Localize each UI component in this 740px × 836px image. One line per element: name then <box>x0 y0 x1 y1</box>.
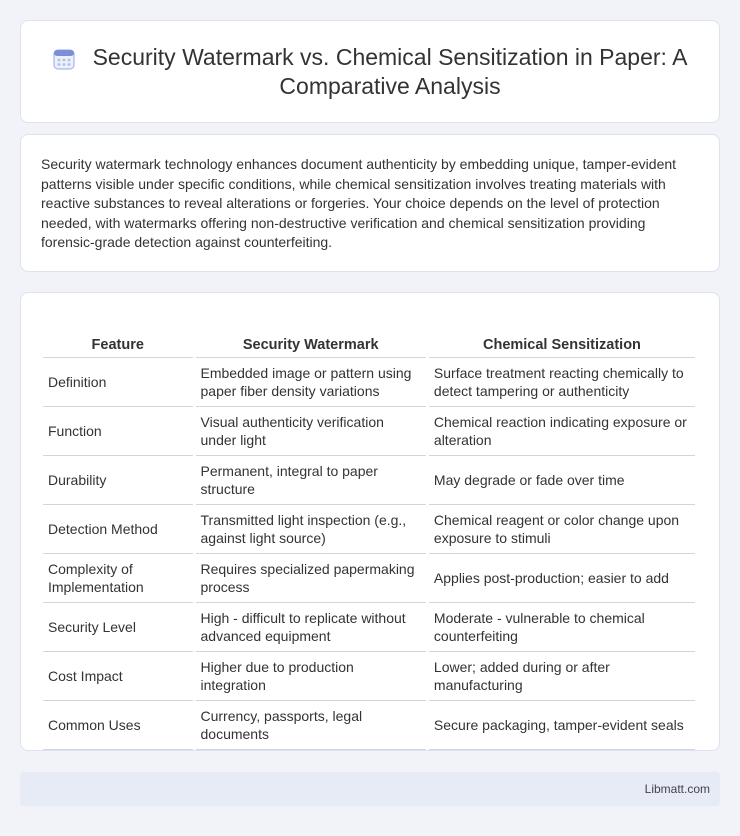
title-card <box>20 20 720 123</box>
table-row <box>43 603 695 652</box>
row-feature-cell: Cost Impact <box>43 652 193 701</box>
row-chemical-cell: Moderate - vulnerable to chemical counterfeiting <box>429 603 695 652</box>
table-row <box>43 701 695 750</box>
row-chemical-cell: Chemical reagent or color change upon exposure to stimuli <box>429 505 695 554</box>
row-watermark-cell: Currency, passports, legal documents <box>196 701 426 750</box>
row-watermark-cell: Requires specialized papermaking process <box>196 554 426 603</box>
page-title: Security Watermark vs. Chemical Sensitization in Paper: A Comparative Analysis <box>92 43 688 99</box>
row-feature-cell: Detection Method <box>43 505 193 554</box>
row-chemical-cell: Applies post-production; easier to add <box>429 554 695 603</box>
table-row <box>43 505 695 554</box>
row-feature-cell: Security Level <box>43 603 193 652</box>
row-feature-cell: Function <box>43 407 193 456</box>
table-header-row <box>43 313 695 358</box>
table-row <box>43 456 695 505</box>
row-chemical-cell: Chemical reaction indicating exposure or alteration <box>429 407 695 456</box>
row-feature-cell: Complexity of Implementation <box>43 554 193 603</box>
column-header-feature: Feature <box>43 313 193 358</box>
row-watermark-cell: Embedded image or pattern using paper fiber density variations <box>196 358 426 407</box>
comparison-table-card <box>20 292 720 751</box>
table-row <box>43 407 695 456</box>
table-row <box>43 358 695 407</box>
row-chemical-cell: Surface treatment reacting chemically to detect tampering or authenticity <box>429 358 695 407</box>
column-header-security-watermark: Security Watermark <box>196 313 426 358</box>
table-row <box>43 554 695 603</box>
row-feature-cell: Definition <box>43 358 193 407</box>
footer-bar <box>20 772 720 806</box>
row-feature-cell: Durability <box>43 456 193 505</box>
row-watermark-cell: High - difficult to replicate without advanced equipment <box>196 603 426 652</box>
row-chemical-cell: Lower; added during or after manufacturing <box>429 652 695 701</box>
column-header-chemical-sensitization: Chemical Sensitization <box>429 313 695 358</box>
intro-card <box>20 134 720 272</box>
row-watermark-cell: Higher due to production integration <box>196 652 426 701</box>
row-watermark-cell: Visual authenticity verification under light <box>196 407 426 456</box>
row-watermark-cell: Transmitted light inspection (e.g., against light source) <box>196 505 426 554</box>
row-chemical-cell: May degrade or fade over time <box>429 456 695 505</box>
row-chemical-cell: Secure packaging, tamper-evident seals <box>429 701 695 750</box>
intro-paragraph: Security watermark technology enhances document authenticity by embedding unique, tamper-evident patterns visible under specific conditions, while chemical sensitization involves treating materials with reactive substances to reveal alterations or forgeries. Your choice depends on the level of protection needed, with watermarks offering non-destructive verification and chemical sensitization providing forensic-grade detection against counterfeiting. <box>41 156 677 251</box>
row-feature-cell: Common Uses <box>43 701 193 750</box>
table-row <box>43 652 695 701</box>
row-watermark-cell: Permanent, integral to paper structure <box>196 456 426 505</box>
comparison-table <box>40 313 698 750</box>
footer-brand-link[interactable]: Libmatt.com <box>644 782 710 796</box>
